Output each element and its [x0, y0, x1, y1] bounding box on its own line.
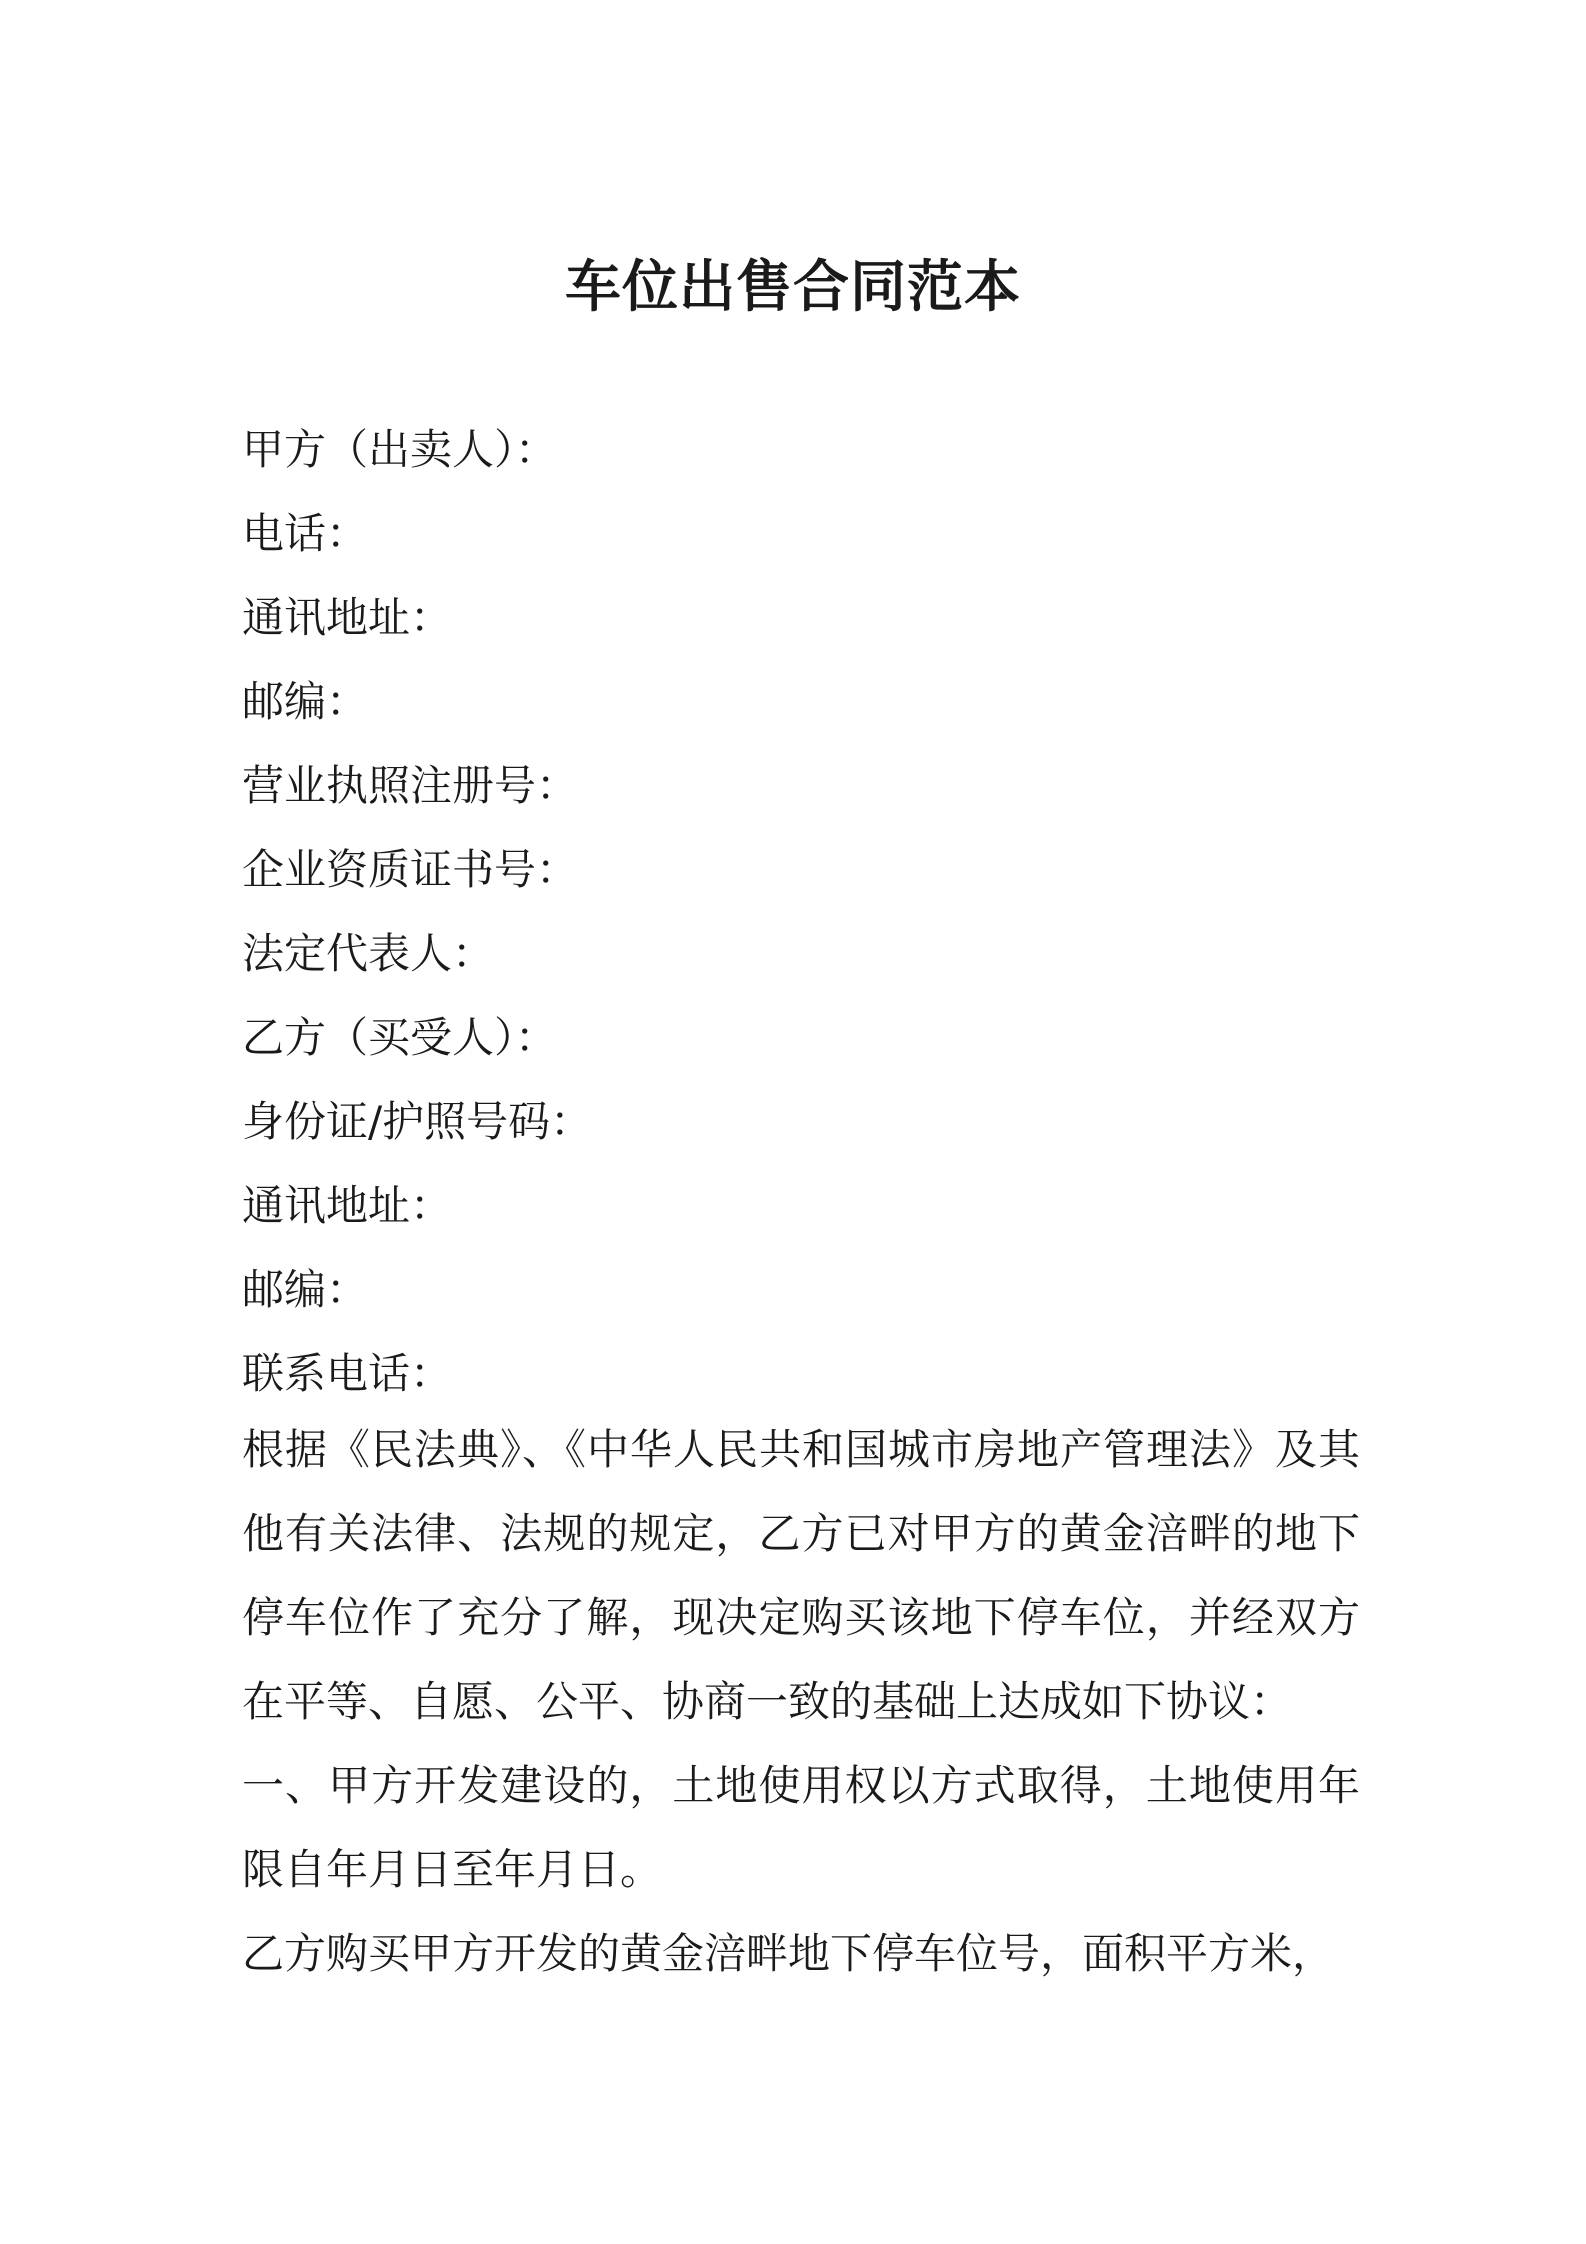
paragraph-clause-1: 一、甲方开发建设的，土地使用权以方式取得，土地使用年限自年月日至年月日。	[242, 1761, 1360, 1894]
field-id-passport-no: 身份证/护照号码：	[242, 1097, 593, 1146]
field-legal-representative: 法定代表人：	[242, 929, 495, 978]
field-party-b: 乙方（买受人）：	[242, 1013, 558, 1062]
field-party-b-address: 通讯地址：	[242, 1181, 453, 1230]
field-party-a-phone: 电话：	[242, 509, 369, 558]
field-business-license-no: 营业执照注册号：	[242, 761, 579, 810]
document-title: 车位出售合同范本	[565, 255, 1021, 320]
contract-body	[242, 1408, 1360, 1996]
field-party-a-address: 通讯地址：	[242, 593, 453, 642]
field-qualification-cert-no: 企业资质证书号：	[242, 845, 579, 894]
paragraph-purchase: 乙方购买甲方开发的黄金涪畔地下停车位号，面积平方米，	[242, 1929, 1335, 1978]
field-party-b-postcode: 邮编：	[242, 1265, 369, 1314]
paragraph-preamble: 根据《民法典》、《中华人民共和国城市房地产管理法》及其他有关法律、法规的规定，乙方已对甲方的黄金涪畔的地下停车位作了充分了解，现决定购买该地下停车位，并经双方在平等、自愿、公平、协商一致的基础上达成如下协议：	[242, 1425, 1360, 1726]
field-party-b-phone: 联系电话：	[242, 1349, 453, 1398]
party-info-fields	[242, 408, 592, 1416]
field-party-a-postcode: 邮编：	[242, 677, 369, 726]
field-party-a: 甲方（出卖人）：	[242, 425, 558, 474]
